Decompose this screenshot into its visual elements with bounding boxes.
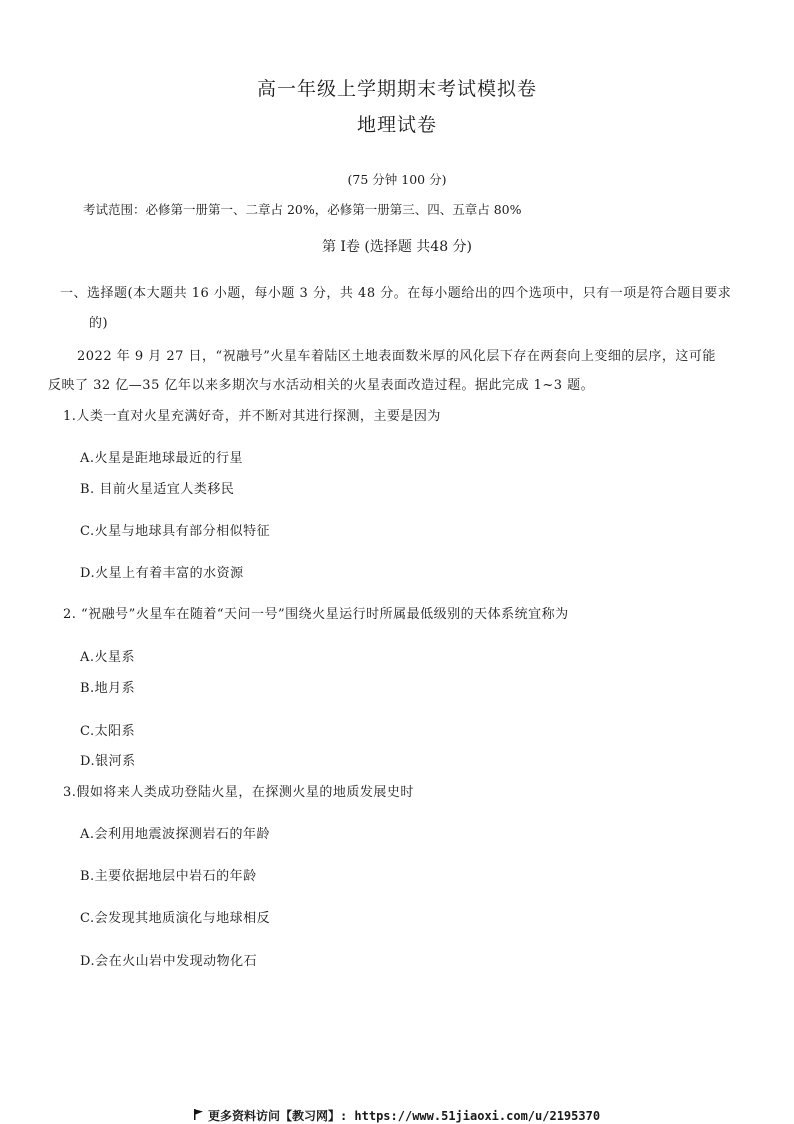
footer-link[interactable] xyxy=(0,1107,794,1124)
passage-line-1: 2022 年 9 月 27 日，“祝融号”火星车着陆区土地表面数米厚的风化层下存在两套向上变细的层序，这可能 xyxy=(77,349,716,364)
question-1-option-a[interactable]: A.火星是距地球最近的行星 xyxy=(80,451,244,466)
question-1-option-c[interactable]: C.火星与地球具有部分相似特征 xyxy=(80,524,271,539)
question-2-option-a[interactable]: A.火星系 xyxy=(80,650,136,665)
question-3-option-c[interactable]: C.会发现其地质演化与地球相反 xyxy=(80,911,271,926)
question-3-option-a[interactable]: A.会利用地震波探测岩石的年龄 xyxy=(80,827,271,842)
exam-duration: (75 分钟 100 分) xyxy=(347,172,447,187)
question-3-option-d[interactable]: D.会在火山岩中发现动物化石 xyxy=(80,954,258,969)
question-3-stem: 3.假如将来人类成功登陆火星，在探测火星的地质发展史时 xyxy=(63,785,414,800)
question-1-option-b[interactable]: B. 目前火星适宜人类移民 xyxy=(80,482,235,497)
footer-text: 更多资料访问【教习网】: https://www.51jiaoxi.com/u/2195370 xyxy=(207,1109,601,1123)
section-title: 第 Ⅰ卷 (选择题 共48 分) xyxy=(321,239,473,255)
question-1-option-d[interactable]: D.火星上有着丰富的水资源 xyxy=(80,566,244,581)
instructions-line-1: 一、选择题(本大题共 16 小题，每小题 3 分，共 48 分。在每小题给出的四个选项中，只有一项是符合题目要求 xyxy=(60,286,732,301)
question-2-option-d[interactable]: D.银河系 xyxy=(80,754,136,769)
question-1-stem: 1.人类一直对火星充满好奇，并不断对其进行探测，主要是因为 xyxy=(63,409,441,424)
exam-title: 高一年级上学期期末考试模拟卷 xyxy=(256,78,537,100)
passage-line-2: 反映了 32 亿—35 亿年以来多期次与水活动相关的火星表面改造过程。据此完成 1~3 题。 xyxy=(48,378,595,393)
question-2-stem: 2. “祝融号”火星车在随着“天问一号”围绕火星运行时所属最低级别的天体系统宜称为 xyxy=(63,607,569,622)
question-3-option-b[interactable]: B.主要依据地层中岩石的年龄 xyxy=(80,869,257,884)
subject-title: 地理试卷 xyxy=(356,114,437,136)
instructions-line-2: 的) xyxy=(89,316,109,331)
exam-scope: 考试范围：必修第一册第一、二章占 20%，必修第一册第三、四、五章占 80% xyxy=(83,202,522,217)
question-2-option-b[interactable]: B.地月系 xyxy=(80,681,136,696)
question-2-option-c[interactable]: C.太阳系 xyxy=(80,724,136,739)
flag-icon xyxy=(194,1109,204,1123)
